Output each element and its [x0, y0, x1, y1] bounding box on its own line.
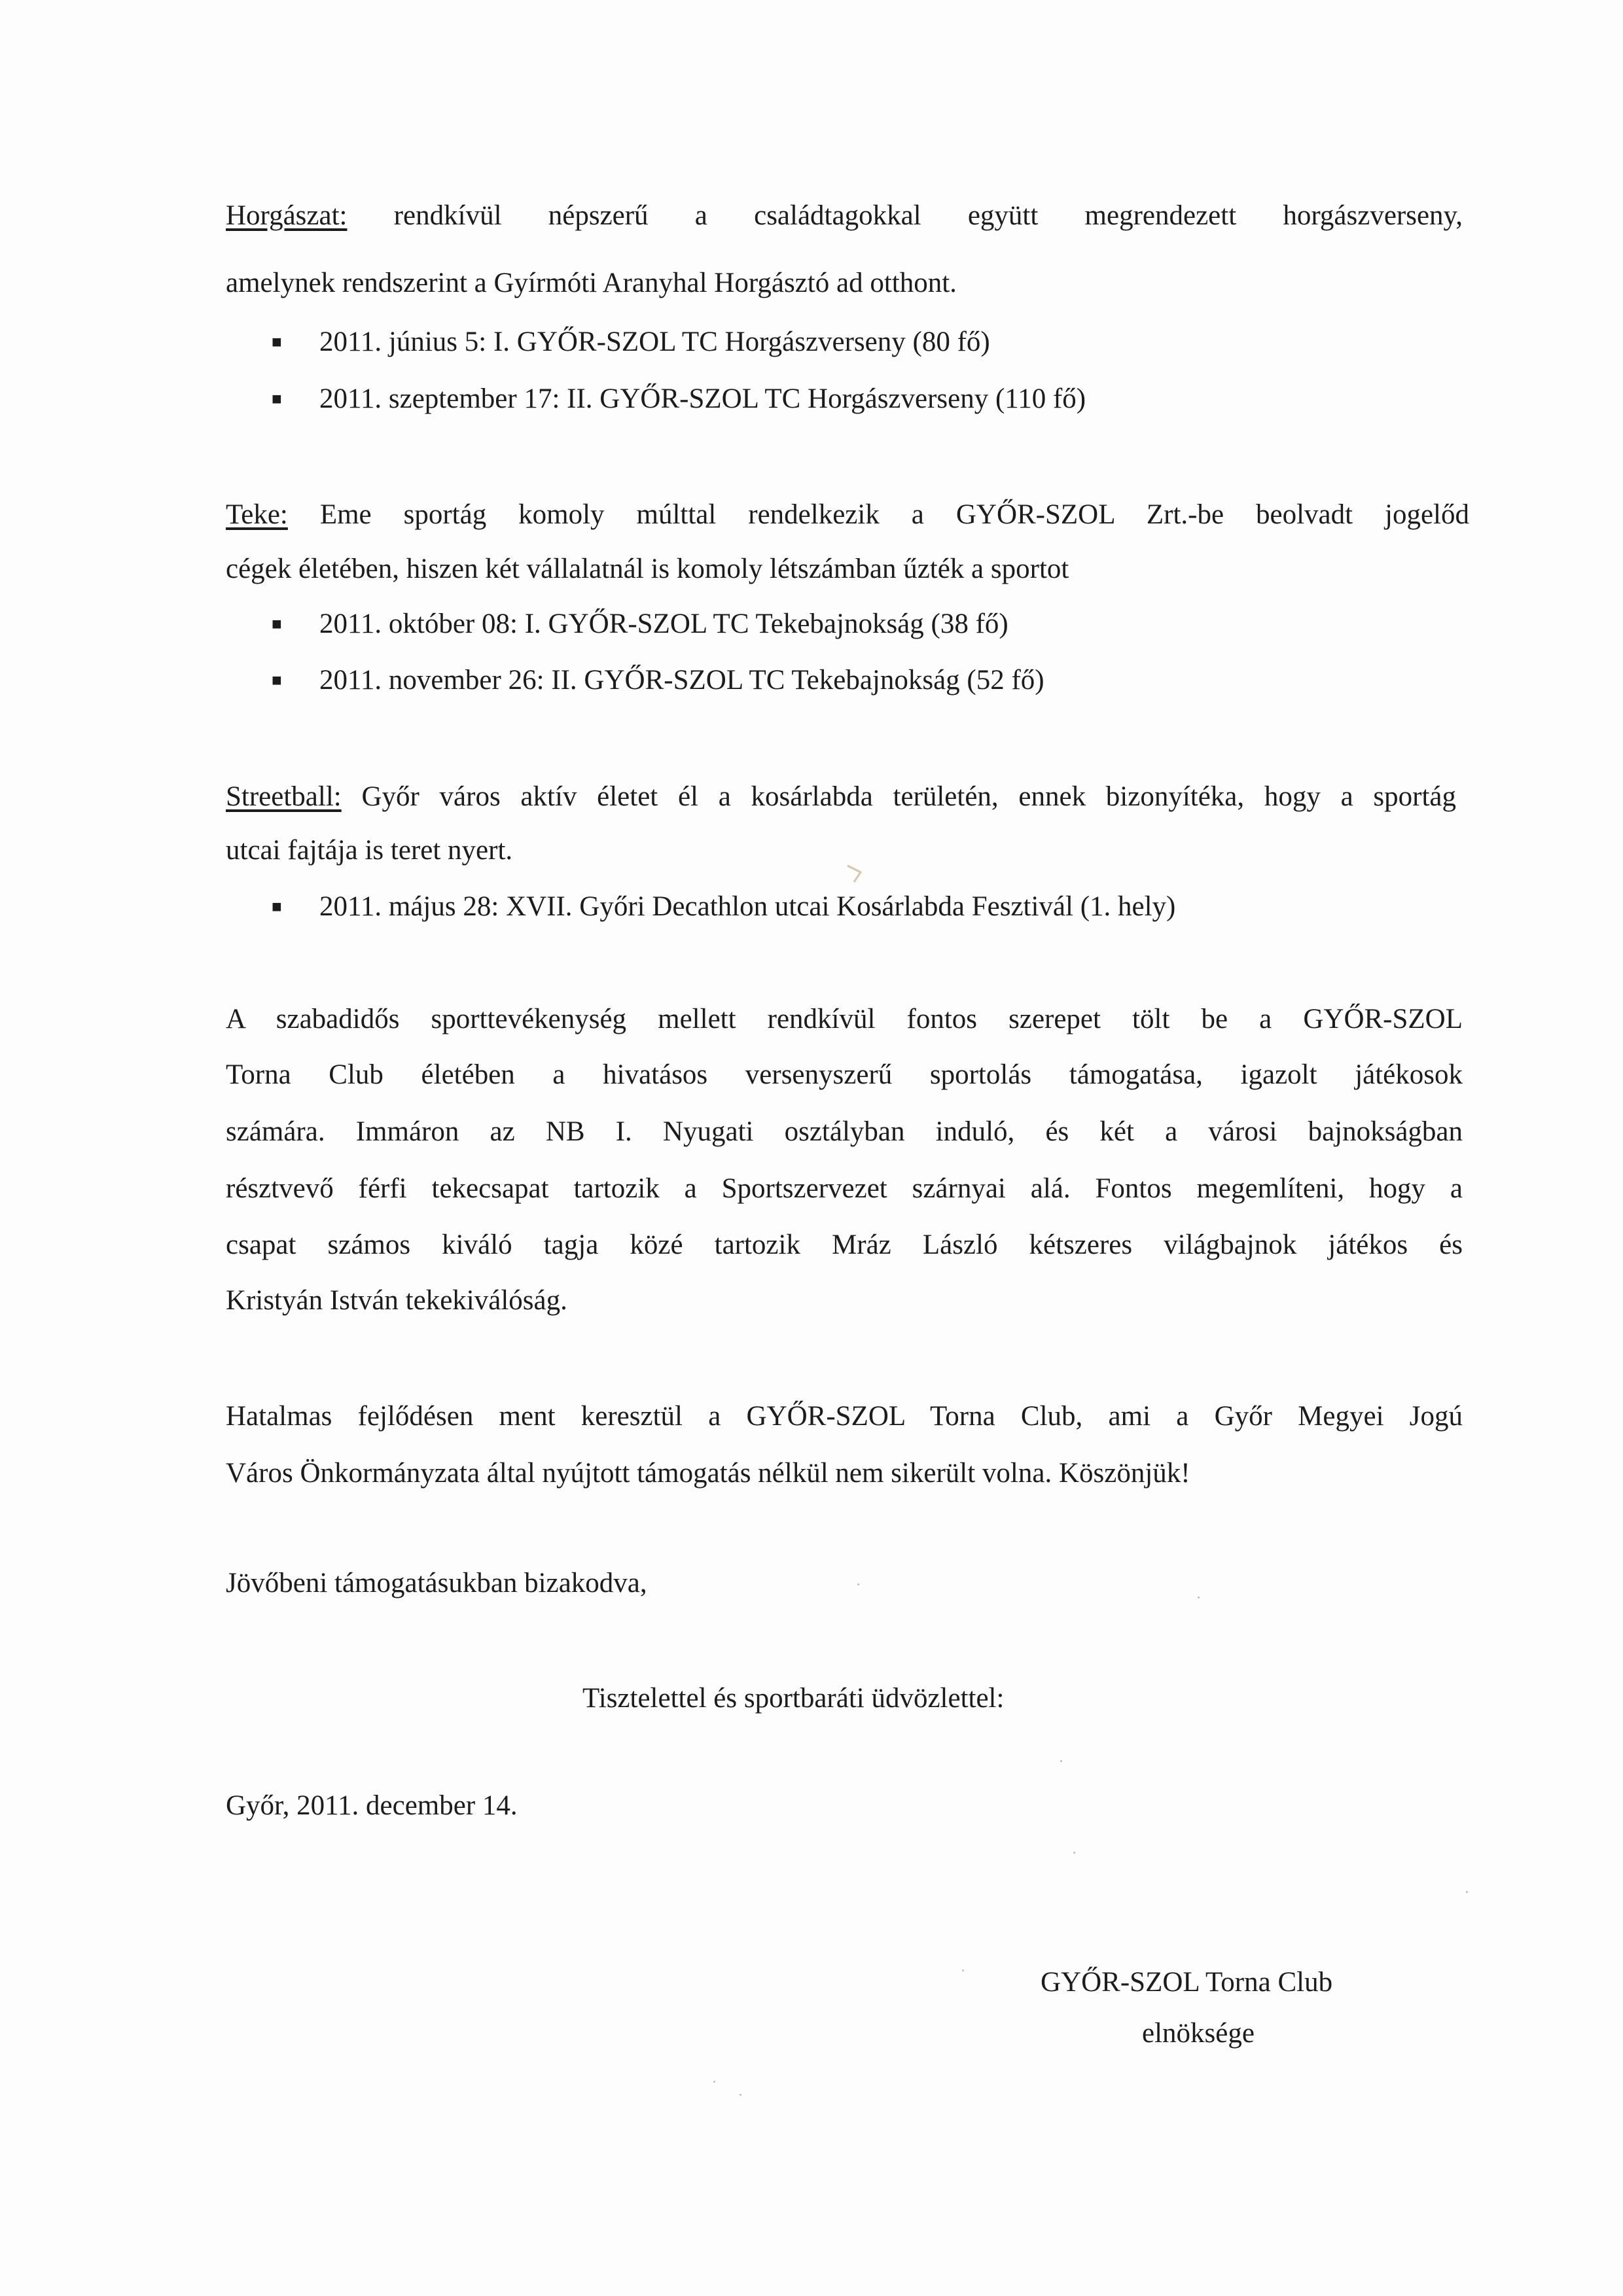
- paragraph-1-line-3: számára. Immáron az NB I. Nyugati osztályban induló, és két a városi bajnokságban: [226, 1116, 1463, 1147]
- streetball-intro-line-2: utcai fajtája is teret nyert.: [226, 835, 513, 866]
- bullet-icon: ■: [272, 389, 282, 408]
- paragraph-2-line-1: Hatalmas fejlődésen ment keresztül a GYŐR-SZOL Torna Club, ami a Győr Megyei Jogú: [226, 1401, 1463, 1432]
- streetball-item-1: 2011. május 28: XVII. Győri Decathlon utcai Kosárlabda Fesztivál (1. hely): [319, 891, 1176, 922]
- streetball-intro-line-1: Streetball: Győr város aktív életet él a kosárlabda területén, ennek bizonyítéka, hogy a sportág: [226, 781, 1456, 812]
- paragraph-1-line-1: A szabadidős sporttevékenység mellett rendkívül fontos szerepet tölt be a GYŐR-SZOL: [226, 1004, 1463, 1034]
- scan-speck: [1466, 1891, 1468, 1893]
- teke-item-1: 2011. október 08: I. GYŐR-SZOL TC Tekebajnokság (38 fő): [319, 609, 1008, 639]
- scan-speck: [1073, 1852, 1075, 1854]
- greeting-text: Tisztelettel és sportbaráti üdvözlettel:: [582, 1683, 1005, 1714]
- pen-mark-icon: [664, 686, 887, 1013]
- bullet-icon: ■: [272, 897, 282, 916]
- streetball-heading: Streetball:: [226, 781, 342, 812]
- teke-intro-line-1: Teke: Eme sportág komoly múlttal rendelkezik a GYŐR-SZOL Zrt.-be beolvadt jogelőd: [226, 499, 1469, 530]
- paragraph-1-line-4: résztvevő férfi tekecsapat tartozik a Sportszervezet szárnyai alá. Fontos megemlíteni, hogy a: [226, 1173, 1463, 1204]
- horgaszat-item-2: 2011. szeptember 17: II. GYŐR-SZOL TC Horgászverseny (110 fő): [319, 383, 1086, 414]
- paragraph-1-line-2: Torna Club életében a hivatásos versenyszerű sportolás támogatása, igazolt játékosok: [226, 1059, 1463, 1090]
- paragraph-2-line-2: Város Önkormányzata által nyújtott támogatás nélkül nem sikerült volna. Köszönjük!: [226, 1458, 1190, 1489]
- teke-heading: Teke:: [226, 499, 288, 530]
- paragraph-1-line-5: csapat számos kiváló tagja közé tartozik Mráz László kétszeres világbajnok játékos és: [226, 1229, 1463, 1260]
- bullet-icon: ■: [272, 332, 282, 351]
- place-date: Győr, 2011. december 14.: [226, 1790, 518, 1821]
- horgaszat-item-1: 2011. június 5: I. GYŐR-SZOL TC Horgászverseny (80 fő): [319, 327, 990, 357]
- horgaszat-intro-line-2: amelynek rendszerint a Gyírmóti Aranyhal Horgásztó ad otthont.: [226, 268, 957, 298]
- horgaszat-heading: Horgászat:: [226, 200, 348, 231]
- bullet-icon: ■: [272, 614, 282, 633]
- scan-speck: [740, 2094, 741, 2096]
- horgaszat-intro-line-1: Horgászat: rendkívül népszerű a családtagokkal együtt megrendezett horgászverseny,: [226, 200, 1463, 231]
- scan-speck: [713, 2081, 715, 2083]
- teke-item-2: 2011. november 26: II. GYŐR-SZOL TC Tekebajnokság (52 fő): [319, 665, 1044, 696]
- bullet-icon: ■: [272, 671, 282, 690]
- paragraph-1-line-6: Kristyán István tekekiválóság.: [226, 1285, 567, 1316]
- scan-speck: [1198, 1597, 1200, 1598]
- signature-title: elnöksége: [1142, 2018, 1255, 2049]
- scan-speck: [857, 1583, 859, 1585]
- scan-speck: [962, 1969, 964, 1971]
- teke-intro-line-2: cégek életében, hiszen két vállalatnál is komoly létszámban űzték a sportot: [226, 554, 1069, 584]
- scan-speck: [1060, 1760, 1062, 1762]
- closing-text: Jövőbeni támogatásukban bizakodva,: [226, 1568, 647, 1598]
- signature-organization: GYŐR-SZOL Torna Club: [1041, 1967, 1333, 1998]
